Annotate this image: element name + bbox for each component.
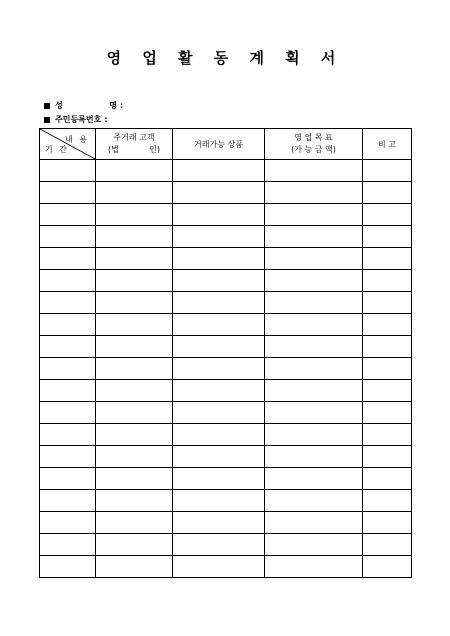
period-cell bbox=[40, 446, 96, 468]
customer-cell bbox=[96, 358, 173, 380]
products-cell bbox=[173, 534, 265, 556]
customer-cell bbox=[96, 336, 173, 358]
products-cell bbox=[173, 512, 265, 534]
period-cell bbox=[40, 490, 96, 512]
header-diagonal-cell bbox=[40, 129, 96, 160]
target-cell bbox=[265, 358, 363, 380]
customer-cell bbox=[96, 446, 173, 468]
customer-cell bbox=[96, 160, 173, 182]
header-main-customer bbox=[96, 129, 173, 160]
target-cell bbox=[265, 446, 363, 468]
period-cell bbox=[40, 402, 96, 424]
products-cell bbox=[173, 424, 265, 446]
target-cell bbox=[265, 424, 363, 446]
table-row bbox=[40, 402, 412, 424]
period-cell bbox=[40, 336, 96, 358]
customer-cell bbox=[96, 402, 173, 424]
remarks-cell bbox=[363, 556, 412, 578]
remarks-cell bbox=[363, 292, 412, 314]
sales-plan-table bbox=[39, 128, 412, 578]
products-cell bbox=[173, 468, 265, 490]
products-cell bbox=[173, 402, 265, 424]
period-cell bbox=[40, 534, 96, 556]
customer-cell bbox=[96, 270, 173, 292]
customer-cell bbox=[96, 226, 173, 248]
table-row bbox=[40, 248, 412, 270]
remarks-cell bbox=[363, 424, 412, 446]
period-cell bbox=[40, 556, 96, 578]
table-row bbox=[40, 226, 412, 248]
table-row bbox=[40, 358, 412, 380]
table-row bbox=[40, 336, 412, 358]
customer-cell bbox=[96, 380, 173, 402]
table-row bbox=[40, 380, 412, 402]
id-number-field bbox=[44, 114, 108, 125]
customer-cell bbox=[96, 248, 173, 270]
header-remarks: 비 고 bbox=[363, 129, 412, 160]
products-cell bbox=[173, 446, 265, 468]
products-cell bbox=[173, 204, 265, 226]
period-cell bbox=[40, 204, 96, 226]
target-cell bbox=[265, 512, 363, 534]
target-cell bbox=[265, 468, 363, 490]
table-row bbox=[40, 160, 412, 182]
target-cell bbox=[265, 226, 363, 248]
products-cell bbox=[173, 182, 265, 204]
remarks-cell bbox=[363, 314, 412, 336]
remarks-cell bbox=[363, 490, 412, 512]
customer-cell bbox=[96, 468, 173, 490]
products-cell bbox=[173, 336, 265, 358]
name-colon: : bbox=[120, 101, 124, 110]
period-cell bbox=[40, 270, 96, 292]
customer-cell bbox=[96, 490, 173, 512]
products-cell bbox=[173, 270, 265, 292]
document-title: 영 업 활 동 계 획 서 bbox=[106, 49, 344, 67]
customer-cell bbox=[96, 424, 173, 446]
name-field bbox=[44, 100, 123, 111]
remarks-cell bbox=[363, 468, 412, 490]
target-cell bbox=[265, 270, 363, 292]
id-number-colon: : bbox=[104, 115, 108, 124]
table-row bbox=[40, 446, 412, 468]
target-cell bbox=[265, 556, 363, 578]
header-sales-target-line1: 영 업 목 표 bbox=[294, 133, 333, 142]
target-cell bbox=[265, 292, 363, 314]
corp-open: (법 bbox=[108, 145, 119, 154]
products-cell bbox=[173, 226, 265, 248]
products-cell bbox=[173, 358, 265, 380]
table-row bbox=[40, 556, 412, 578]
remarks-cell bbox=[363, 248, 412, 270]
products-cell bbox=[173, 248, 265, 270]
remarks-cell bbox=[363, 182, 412, 204]
target-cell bbox=[265, 380, 363, 402]
remarks-cell bbox=[363, 358, 412, 380]
target-cell bbox=[265, 204, 363, 226]
header-content-label: 내 용 bbox=[65, 135, 89, 144]
period-cell bbox=[40, 468, 96, 490]
table-row bbox=[40, 292, 412, 314]
products-cell bbox=[173, 380, 265, 402]
table-row bbox=[40, 204, 412, 226]
header-main-customer-line2 bbox=[108, 144, 160, 156]
table-row bbox=[40, 512, 412, 534]
remarks-cell bbox=[363, 512, 412, 534]
period-cell bbox=[40, 182, 96, 204]
customer-cell bbox=[96, 314, 173, 336]
remarks-cell bbox=[363, 534, 412, 556]
table-row bbox=[40, 182, 412, 204]
header-main-customer-line1: 주거래 고객 bbox=[113, 133, 155, 142]
remarks-cell bbox=[363, 226, 412, 248]
period-cell bbox=[40, 248, 96, 270]
square-bullet-icon bbox=[44, 103, 50, 109]
target-cell bbox=[265, 336, 363, 358]
period-cell bbox=[40, 160, 96, 182]
period-cell bbox=[40, 424, 96, 446]
header-sales-target bbox=[265, 129, 363, 160]
table-row bbox=[40, 424, 412, 446]
period-cell bbox=[40, 292, 96, 314]
table-row bbox=[40, 490, 412, 512]
products-cell bbox=[173, 292, 265, 314]
products-cell bbox=[173, 556, 265, 578]
table-row bbox=[40, 314, 412, 336]
table-row bbox=[40, 270, 412, 292]
period-cell bbox=[40, 380, 96, 402]
corp-close: 인) bbox=[149, 145, 160, 154]
header-period-label: 기 간 bbox=[45, 145, 69, 154]
target-cell bbox=[265, 534, 363, 556]
table-header-row bbox=[40, 129, 412, 160]
customer-cell bbox=[96, 292, 173, 314]
products-cell bbox=[173, 490, 265, 512]
name-label-a: 성 bbox=[55, 101, 63, 110]
period-cell bbox=[40, 226, 96, 248]
customer-cell bbox=[96, 204, 173, 226]
remarks-cell bbox=[363, 446, 412, 468]
customer-cell bbox=[96, 512, 173, 534]
target-cell bbox=[265, 248, 363, 270]
target-cell bbox=[265, 182, 363, 204]
target-cell bbox=[265, 314, 363, 336]
remarks-cell bbox=[363, 380, 412, 402]
header-sales-target-line2: (가 능 금 액) bbox=[291, 145, 336, 154]
remarks-cell bbox=[363, 336, 412, 358]
remarks-cell bbox=[363, 402, 412, 424]
target-cell bbox=[265, 490, 363, 512]
customer-cell bbox=[96, 534, 173, 556]
period-cell bbox=[40, 512, 96, 534]
name-label-b: 명 bbox=[109, 101, 117, 110]
customer-cell bbox=[96, 182, 173, 204]
remarks-cell bbox=[363, 160, 412, 182]
customer-cell bbox=[96, 556, 173, 578]
target-cell bbox=[265, 402, 363, 424]
square-bullet-icon bbox=[44, 117, 50, 123]
id-number-label: 주민등록번호 bbox=[55, 115, 102, 124]
header-available-products: 거래가능 상품 bbox=[173, 129, 265, 160]
products-cell bbox=[173, 160, 265, 182]
remarks-cell bbox=[363, 204, 412, 226]
period-cell bbox=[40, 314, 96, 336]
period-cell bbox=[40, 358, 96, 380]
target-cell bbox=[265, 160, 363, 182]
products-cell bbox=[173, 314, 265, 336]
remarks-cell bbox=[363, 270, 412, 292]
table-row bbox=[40, 468, 412, 490]
table-row bbox=[40, 534, 412, 556]
